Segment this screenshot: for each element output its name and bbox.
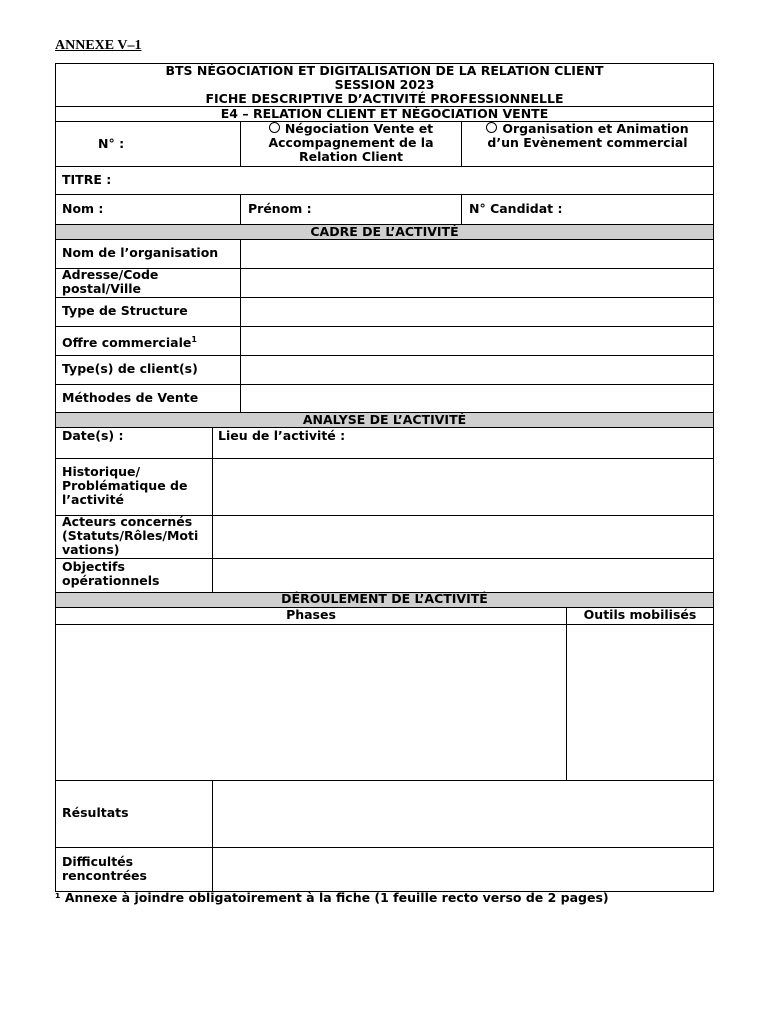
historique-line2: Problématique de — [62, 478, 188, 493]
header-line1: BTS NÉGOCIATION ET DIGITALISATION DE LA RELATION CLIENT — [165, 63, 604, 78]
historique-line1: Historique/ — [62, 464, 141, 479]
adresse-label-line1: Adresse/Code — [62, 267, 159, 282]
annexe-title: ANNEXE V–1 — [55, 38, 142, 53]
offre-commerciale-text: Offre commerciale — [62, 335, 192, 351]
candidat-label: N° Candidat : — [469, 201, 563, 216]
nom-label: Nom : — [62, 201, 104, 216]
outils-header: Outils mobilisés — [583, 607, 697, 622]
nom-organisation-label: Nom de l’organisation — [62, 245, 219, 260]
objectifs-line2: opérationnels — [62, 573, 160, 588]
adresse-label-line2: postal/Ville — [62, 281, 142, 296]
header-line2: SESSION 2023 — [334, 77, 435, 92]
prenom-label: Prénom : — [248, 201, 312, 216]
type-structure-label: Type de Structure — [62, 303, 188, 318]
lieu-label: Lieu de l’activité : — [218, 428, 346, 443]
historique-line3: l’activité — [62, 492, 125, 507]
acteurs-line2: (Statuts/Rôles/Moti — [62, 528, 199, 543]
phases-header: Phases — [286, 607, 336, 622]
radio-option1-icon[interactable] — [269, 122, 280, 133]
offre-footnote-marker: 1 — [191, 335, 197, 344]
objectifs-line1: Objectifs — [62, 559, 125, 574]
types-clients-label: Type(s) de client(s) — [62, 361, 198, 376]
offre-commerciale-label — [62, 333, 197, 350]
option1-line1: Négociation Vente et — [284, 121, 434, 136]
radio-option2-icon[interactable] — [486, 122, 497, 133]
numero-label: N° : — [98, 136, 125, 151]
option2-line2: d’un Evènement commercial — [487, 135, 688, 150]
dates-label: Date(s) : — [62, 428, 124, 443]
footnote: ¹ Annexe à joindre obligatoirement à la fiche (1 feuille recto verso de 2 pages) — [55, 890, 609, 905]
titre-label: TITRE : — [62, 172, 112, 187]
option-organisation-animation[interactable] — [462, 122, 713, 150]
header-epreuve: E4 – RELATION CLIENT ET NÉGOCIATION VENTE — [220, 106, 549, 121]
cadre-heading: CADRE DE L’ACTIVITÉ — [310, 224, 459, 239]
analyse-heading: ANALYSE DE L’ACTIVITÉ — [302, 412, 467, 427]
resultats-label: Résultats — [62, 805, 129, 820]
option-negociation-vente[interactable] — [241, 122, 461, 164]
difficultes-line2: rencontrées — [62, 868, 147, 883]
option1-line2: Accompagnement de la — [268, 135, 434, 150]
acteurs-line1: Acteurs concernés — [62, 514, 193, 529]
methodes-vente-label: Méthodes de Vente — [62, 390, 199, 405]
header-line3: FICHE DESCRIPTIVE D’ACTIVITÉ PROFESSIONNELLE — [205, 91, 564, 106]
option1-line3: Relation Client — [298, 149, 404, 164]
difficultes-line1: Difficultés — [62, 854, 134, 869]
deroulement-heading: DÉROULEMENT DE L’ACTIVITÉ — [281, 591, 488, 606]
option2-line1: Organisation et Animation — [502, 121, 689, 136]
acteurs-line3: vations) — [62, 542, 120, 557]
